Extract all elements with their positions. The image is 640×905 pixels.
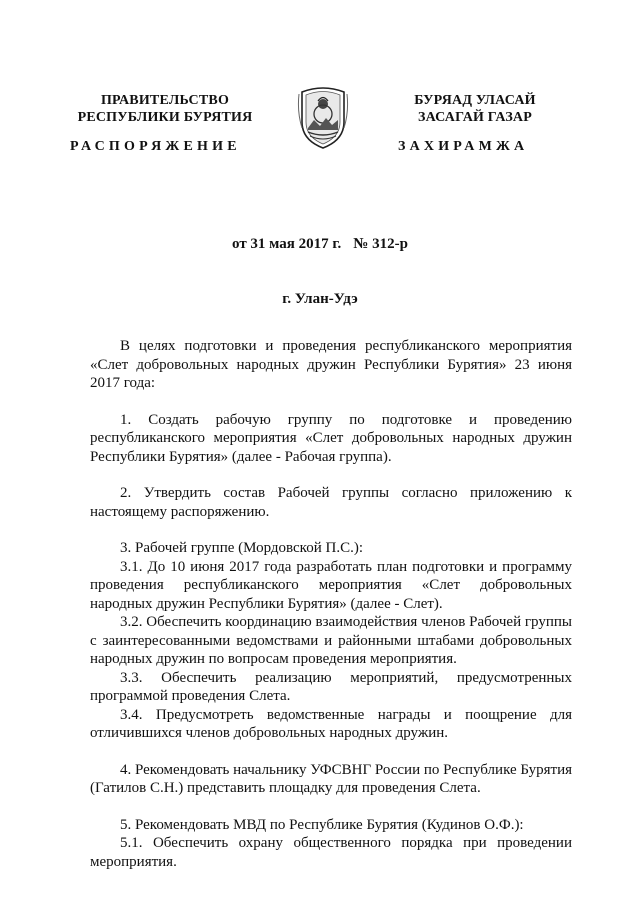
paragraph-3: 3. Рабочей группе (Мордовской П.С.): bbox=[120, 540, 363, 556]
paragraph-4: 4. Рекомендовать начальнику УФСВНГ России по Республике Бурятия (Гатилов С.Н.) представить площадку для проведения Слета. bbox=[90, 761, 573, 796]
document-body bbox=[90, 337, 572, 871]
paragraph-2: 2. Утвердить состав Рабочей группы согласно приложению к настоящему распоряжению. bbox=[90, 485, 572, 520]
paragraph-1: 1. Создать рабочую группу по подготовке и проведению республиканского мероприятия «Слет добровольных народных дружин Республики Бурятия» (далее - Рабочая группа). bbox=[90, 411, 572, 465]
paragraph-3-3: 3.3. Обеспечить реализацию мероприятий, предусмотренных программой проведения Слета. bbox=[90, 669, 572, 704]
date-number-line bbox=[0, 236, 640, 253]
header-right-line1: БУРЯАД УЛАСАЙ bbox=[414, 93, 536, 108]
doc-type-right: ЗАХИРАМЖА bbox=[398, 139, 529, 154]
header-left-line1: ПРАВИТЕЛЬСТВО bbox=[100, 93, 230, 108]
coat-of-arms-icon bbox=[294, 82, 352, 150]
document-date: от 31 мая 2017 г. bbox=[232, 236, 342, 252]
document-number: № 312-р bbox=[353, 236, 408, 252]
paragraph-3-1: 3.1. До 10 июня 2017 года разработать план подготовки и программу проведения республиканского мероприятия «Слет добровольных народных дружин Республики Бурятия» (далее - Слет). bbox=[90, 558, 572, 612]
header-right-line2: ЗАСАГАЙ ГАЗАР bbox=[417, 110, 532, 125]
paragraph-5-1: 5.1. Обеспечить охрану общественного порядка при проведении мероприятия. bbox=[90, 835, 572, 870]
header-left bbox=[60, 92, 270, 126]
city: г. Улан-Удэ bbox=[282, 291, 358, 307]
paragraph-3-4: 3.4. Предусмотреть ведомственные награды и поощрение для отличившихся членов добровольных народных дружин. bbox=[90, 706, 572, 741]
header-left-line2: РЕСПУБЛИКИ БУРЯТИЯ bbox=[77, 110, 253, 125]
paragraph-3-2: 3.2. Обеспечить координацию взаимодействия членов Рабочей группы с заинтересованными ведомствами и районными штабами добровольных народных дружин по вопросам проведения мероприятия. bbox=[90, 614, 572, 667]
doc-type-left: РАСПОРЯЖЕНИЕ bbox=[70, 139, 241, 154]
paragraph-intro: В целях подготовки и проведения республиканского мероприятия «Слет добровольных народных дружин Республики Бурятия» 23 июня 2017 года: bbox=[90, 338, 572, 391]
header-right bbox=[370, 92, 580, 126]
paragraph-5: 5. Рекомендовать МВД по Республике Бурятия (Кудинов О.Ф.): bbox=[120, 816, 524, 833]
